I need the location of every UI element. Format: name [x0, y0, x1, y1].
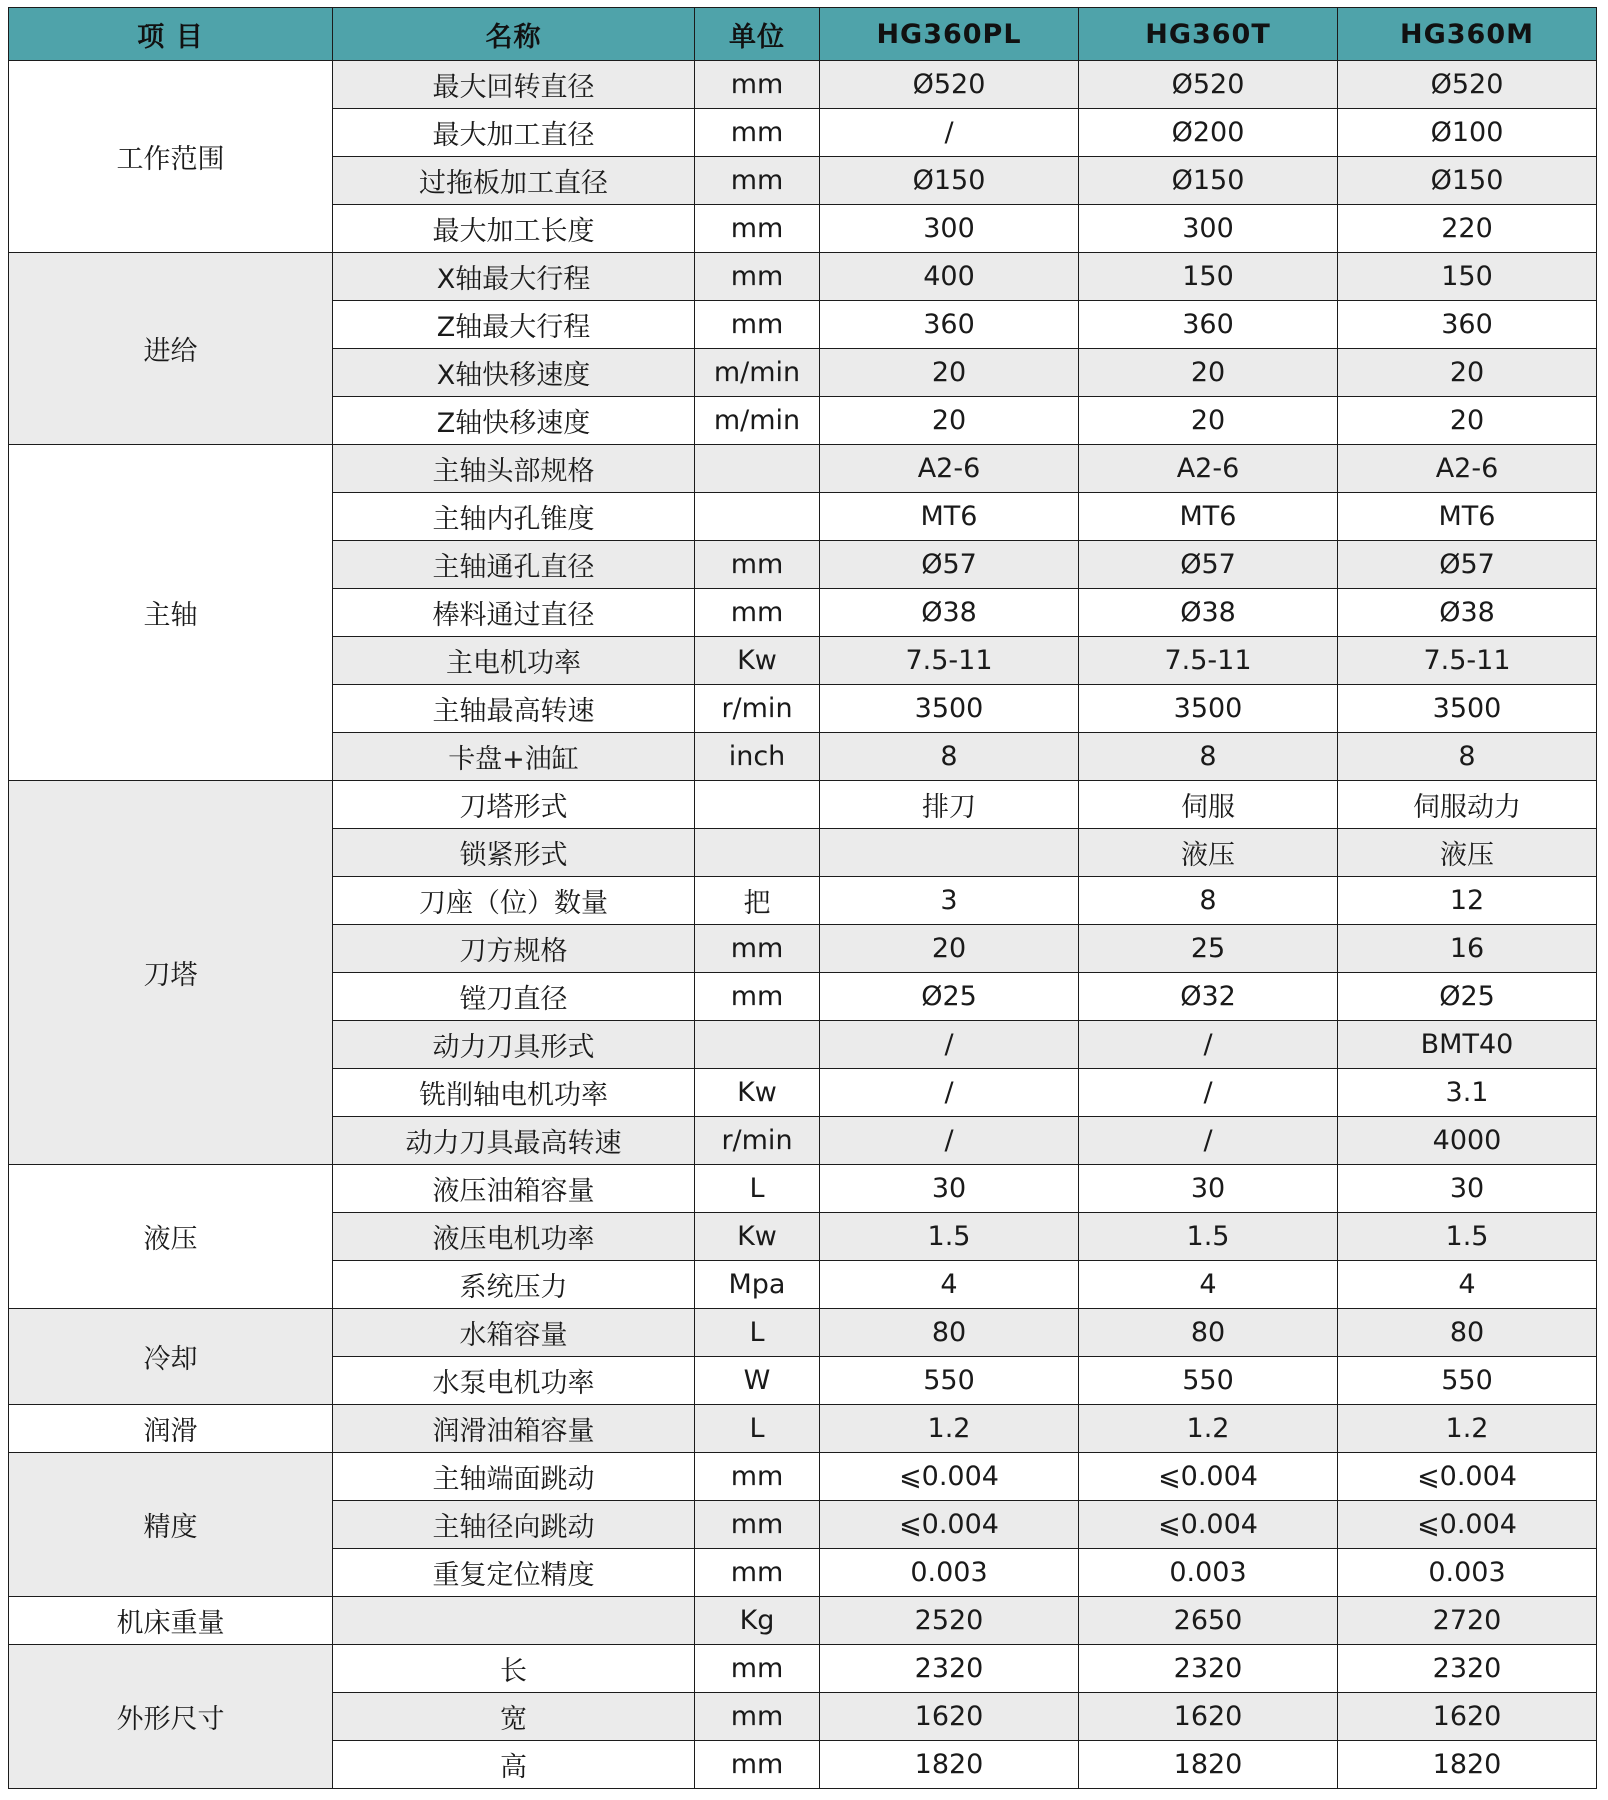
item-unit: mm — [695, 1741, 820, 1789]
item-unit: inch — [695, 733, 820, 781]
value-cell: / — [1079, 1021, 1338, 1069]
value-cell: 7.5-11 — [1338, 637, 1597, 685]
value-cell: 20 — [820, 925, 1079, 973]
value-cell: 0.003 — [1079, 1549, 1338, 1597]
value-cell: 4 — [1079, 1261, 1338, 1309]
value-cell: 20 — [820, 349, 1079, 397]
value-cell: A2-6 — [1338, 445, 1597, 493]
value-cell: 220 — [1338, 205, 1597, 253]
value-cell: 0.003 — [1338, 1549, 1597, 1597]
item-unit: Mpa — [695, 1261, 820, 1309]
group-label: 液压 — [9, 1165, 333, 1309]
table-row — [9, 1645, 1597, 1693]
group-label: 机床重量 — [9, 1597, 333, 1645]
value-cell: 8 — [1079, 733, 1338, 781]
value-cell: Ø38 — [1079, 589, 1338, 637]
item-name: 刀塔形式 — [333, 781, 695, 829]
value-cell: A2-6 — [820, 445, 1079, 493]
table-row — [9, 1165, 1597, 1213]
item-name — [333, 1597, 695, 1645]
value-cell: 360 — [1338, 301, 1597, 349]
item-name: 水泵电机功率 — [333, 1357, 695, 1405]
value-cell: / — [820, 109, 1079, 157]
item-unit: L — [695, 1405, 820, 1453]
group-label: 精度 — [9, 1453, 333, 1597]
item-name: 主轴端面跳动 — [333, 1453, 695, 1501]
value-cell: Ø38 — [820, 589, 1079, 637]
table-row — [9, 781, 1597, 829]
value-cell: 8 — [1079, 877, 1338, 925]
value-cell: 2320 — [1079, 1645, 1338, 1693]
value-cell: 7.5-11 — [820, 637, 1079, 685]
value-cell: ⩽0.004 — [1079, 1501, 1338, 1549]
value-cell: 2520 — [820, 1597, 1079, 1645]
value-cell: Ø38 — [1338, 589, 1597, 637]
item-name: 主轴通孔直径 — [333, 541, 695, 589]
item-unit — [695, 493, 820, 541]
table-row — [9, 61, 1597, 109]
value-cell: 20 — [820, 397, 1079, 445]
value-cell: Ø25 — [820, 973, 1079, 1021]
item-unit — [695, 1021, 820, 1069]
value-cell: / — [820, 1069, 1079, 1117]
value-cell: 2320 — [820, 1645, 1079, 1693]
value-cell: 0.003 — [820, 1549, 1079, 1597]
value-cell: 550 — [1079, 1357, 1338, 1405]
item-name: 刀座（位）数量 — [333, 877, 695, 925]
value-cell: Ø200 — [1079, 109, 1338, 157]
item-unit: mm — [695, 541, 820, 589]
item-name: 刀方规格 — [333, 925, 695, 973]
value-cell: 150 — [1338, 253, 1597, 301]
value-cell: 400 — [820, 253, 1079, 301]
item-unit: r/min — [695, 1117, 820, 1165]
group-label: 工作范围 — [9, 61, 333, 253]
value-cell: 80 — [820, 1309, 1079, 1357]
value-cell: / — [820, 1021, 1079, 1069]
item-unit: Kw — [695, 1213, 820, 1261]
value-cell: 550 — [820, 1357, 1079, 1405]
item-unit: mm — [695, 973, 820, 1021]
value-cell: 20 — [1338, 397, 1597, 445]
header-model: HG360PL — [820, 8, 1079, 61]
item-unit — [695, 781, 820, 829]
value-cell: Ø520 — [1338, 61, 1597, 109]
value-cell: 7.5-11 — [1079, 637, 1338, 685]
value-cell: 2720 — [1338, 1597, 1597, 1645]
item-unit: m/min — [695, 397, 820, 445]
value-cell: Ø57 — [820, 541, 1079, 589]
item-unit: L — [695, 1165, 820, 1213]
value-cell: 液压 — [1079, 829, 1338, 877]
item-name: 水箱容量 — [333, 1309, 695, 1357]
table-row — [9, 1597, 1597, 1645]
header-model: HG360M — [1338, 8, 1597, 61]
item-name: 主电机功率 — [333, 637, 695, 685]
item-name: 最大加工直径 — [333, 109, 695, 157]
item-unit: mm — [695, 205, 820, 253]
item-unit — [695, 829, 820, 877]
value-cell: 30 — [1338, 1165, 1597, 1213]
item-name: 锁紧形式 — [333, 829, 695, 877]
value-cell: 360 — [1079, 301, 1338, 349]
value-cell: 2650 — [1079, 1597, 1338, 1645]
item-name: 液压油箱容量 — [333, 1165, 695, 1213]
value-cell: 液压 — [1338, 829, 1597, 877]
item-name: 过拖板加工直径 — [333, 157, 695, 205]
value-cell: 1620 — [1079, 1693, 1338, 1741]
value-cell: 1620 — [820, 1693, 1079, 1741]
value-cell: 3 — [820, 877, 1079, 925]
item-unit: L — [695, 1309, 820, 1357]
value-cell: ⩽0.004 — [820, 1453, 1079, 1501]
item-unit: mm — [695, 1549, 820, 1597]
item-name: 主轴内孔锥度 — [333, 493, 695, 541]
value-cell: ⩽0.004 — [1338, 1453, 1597, 1501]
item-name: 棒料通过直径 — [333, 589, 695, 637]
item-name: 重复定位精度 — [333, 1549, 695, 1597]
value-cell: 4 — [1338, 1261, 1597, 1309]
value-cell: Ø57 — [1079, 541, 1338, 589]
item-unit: mm — [695, 61, 820, 109]
value-cell: ⩽0.004 — [1079, 1453, 1338, 1501]
item-unit: m/min — [695, 349, 820, 397]
value-cell: 3500 — [1338, 685, 1597, 733]
table-row — [9, 1309, 1597, 1357]
value-cell: 1820 — [1338, 1741, 1597, 1789]
item-unit: mm — [695, 157, 820, 205]
item-name: 润滑油箱容量 — [333, 1405, 695, 1453]
item-unit — [695, 445, 820, 493]
group-label: 主轴 — [9, 445, 333, 781]
group-label: 冷却 — [9, 1309, 333, 1405]
item-name: 铣削轴电机功率 — [333, 1069, 695, 1117]
item-unit: mm — [695, 301, 820, 349]
value-cell: 1820 — [820, 1741, 1079, 1789]
group-label: 外形尺寸 — [9, 1645, 333, 1789]
value-cell: ⩽0.004 — [1338, 1501, 1597, 1549]
item-unit: 把 — [695, 877, 820, 925]
value-cell: 8 — [820, 733, 1079, 781]
item-unit: mm — [695, 109, 820, 157]
item-unit: mm — [695, 925, 820, 973]
group-label: 润滑 — [9, 1405, 333, 1453]
item-name: 主轴径向跳动 — [333, 1501, 695, 1549]
item-name: 主轴最高转速 — [333, 685, 695, 733]
item-name: 高 — [333, 1741, 695, 1789]
value-cell: 360 — [820, 301, 1079, 349]
value-cell: Ø57 — [1338, 541, 1597, 589]
item-unit: mm — [695, 253, 820, 301]
item-name: 最大回转直径 — [333, 61, 695, 109]
value-cell: Ø100 — [1338, 109, 1597, 157]
value-cell: 1.5 — [1079, 1213, 1338, 1261]
value-cell: MT6 — [1338, 493, 1597, 541]
item-name: X轴最大行程 — [333, 253, 695, 301]
item-name: 长 — [333, 1645, 695, 1693]
value-cell: MT6 — [1079, 493, 1338, 541]
value-cell: Ø150 — [820, 157, 1079, 205]
item-name: 宽 — [333, 1693, 695, 1741]
value-cell: Ø150 — [1079, 157, 1338, 205]
value-cell: / — [1079, 1117, 1338, 1165]
item-name: 系统压力 — [333, 1261, 695, 1309]
item-unit: mm — [695, 589, 820, 637]
value-cell: 30 — [820, 1165, 1079, 1213]
value-cell: 排刀 — [820, 781, 1079, 829]
value-cell: 伺服 — [1079, 781, 1338, 829]
value-cell: 1.5 — [820, 1213, 1079, 1261]
value-cell: 80 — [1338, 1309, 1597, 1357]
item-name: 动力刀具最高转速 — [333, 1117, 695, 1165]
table-header — [9, 8, 1597, 61]
value-cell: 80 — [1079, 1309, 1338, 1357]
value-cell: 1620 — [1338, 1693, 1597, 1741]
header-group: 项 目 — [9, 8, 333, 61]
value-cell: MT6 — [820, 493, 1079, 541]
group-label: 刀塔 — [9, 781, 333, 1165]
value-cell: 1.5 — [1338, 1213, 1597, 1261]
value-cell: BMT40 — [1338, 1021, 1597, 1069]
value-cell: 2320 — [1338, 1645, 1597, 1693]
value-cell: 1.2 — [1079, 1405, 1338, 1453]
value-cell: 20 — [1079, 349, 1338, 397]
value-cell: 1.2 — [820, 1405, 1079, 1453]
value-cell: 550 — [1338, 1357, 1597, 1405]
item-unit: mm — [695, 1645, 820, 1693]
item-name: 卡盘+油缸 — [333, 733, 695, 781]
item-unit: Kw — [695, 637, 820, 685]
value-cell: 30 — [1079, 1165, 1338, 1213]
table-row — [9, 1453, 1597, 1501]
item-unit: r/min — [695, 685, 820, 733]
value-cell: 16 — [1338, 925, 1597, 973]
value-cell: 20 — [1338, 349, 1597, 397]
item-name: X轴快移速度 — [333, 349, 695, 397]
item-name: 动力刀具形式 — [333, 1021, 695, 1069]
value-cell: 150 — [1079, 253, 1338, 301]
value-cell: 300 — [1079, 205, 1338, 253]
item-name: 主轴头部规格 — [333, 445, 695, 493]
value-cell: / — [1079, 1069, 1338, 1117]
value-cell: 12 — [1338, 877, 1597, 925]
item-name: 液压电机功率 — [333, 1213, 695, 1261]
value-cell: ⩽0.004 — [820, 1501, 1079, 1549]
value-cell: 4000 — [1338, 1117, 1597, 1165]
table-row — [9, 445, 1597, 493]
value-cell: 4 — [820, 1261, 1079, 1309]
value-cell: 1.2 — [1338, 1405, 1597, 1453]
item-unit: mm — [695, 1453, 820, 1501]
item-unit: W — [695, 1357, 820, 1405]
value-cell: 3.1 — [1338, 1069, 1597, 1117]
item-name: 镗刀直径 — [333, 973, 695, 1021]
item-unit: Kw — [695, 1069, 820, 1117]
value-cell: 1820 — [1079, 1741, 1338, 1789]
table-row — [9, 253, 1597, 301]
value-cell: Ø25 — [1338, 973, 1597, 1021]
table-row — [9, 1405, 1597, 1453]
table-body — [9, 61, 1597, 1789]
item-unit: mm — [695, 1501, 820, 1549]
value-cell: 3500 — [820, 685, 1079, 733]
group-label: 进给 — [9, 253, 333, 445]
value-cell: 3500 — [1079, 685, 1338, 733]
value-cell: Ø520 — [820, 61, 1079, 109]
item-unit: mm — [695, 1693, 820, 1741]
value-cell: Ø520 — [1079, 61, 1338, 109]
value-cell: Ø150 — [1338, 157, 1597, 205]
value-cell: / — [820, 1117, 1079, 1165]
value-cell: 300 — [820, 205, 1079, 253]
item-name: Z轴快移速度 — [333, 397, 695, 445]
item-unit: Kg — [695, 1597, 820, 1645]
value-cell: Ø32 — [1079, 973, 1338, 1021]
item-name: Z轴最大行程 — [333, 301, 695, 349]
header-name: 名称 — [333, 8, 695, 61]
value-cell: 25 — [1079, 925, 1338, 973]
value-cell: A2-6 — [1079, 445, 1338, 493]
value-cell: 8 — [1338, 733, 1597, 781]
value-cell — [820, 829, 1079, 877]
value-cell: 20 — [1079, 397, 1338, 445]
header-unit: 单位 — [695, 8, 820, 61]
header-model: HG360T — [1079, 8, 1338, 61]
header-row — [9, 8, 1597, 61]
value-cell: 伺服动力 — [1338, 781, 1597, 829]
spec-table — [8, 7, 1597, 1789]
item-name: 最大加工长度 — [333, 205, 695, 253]
